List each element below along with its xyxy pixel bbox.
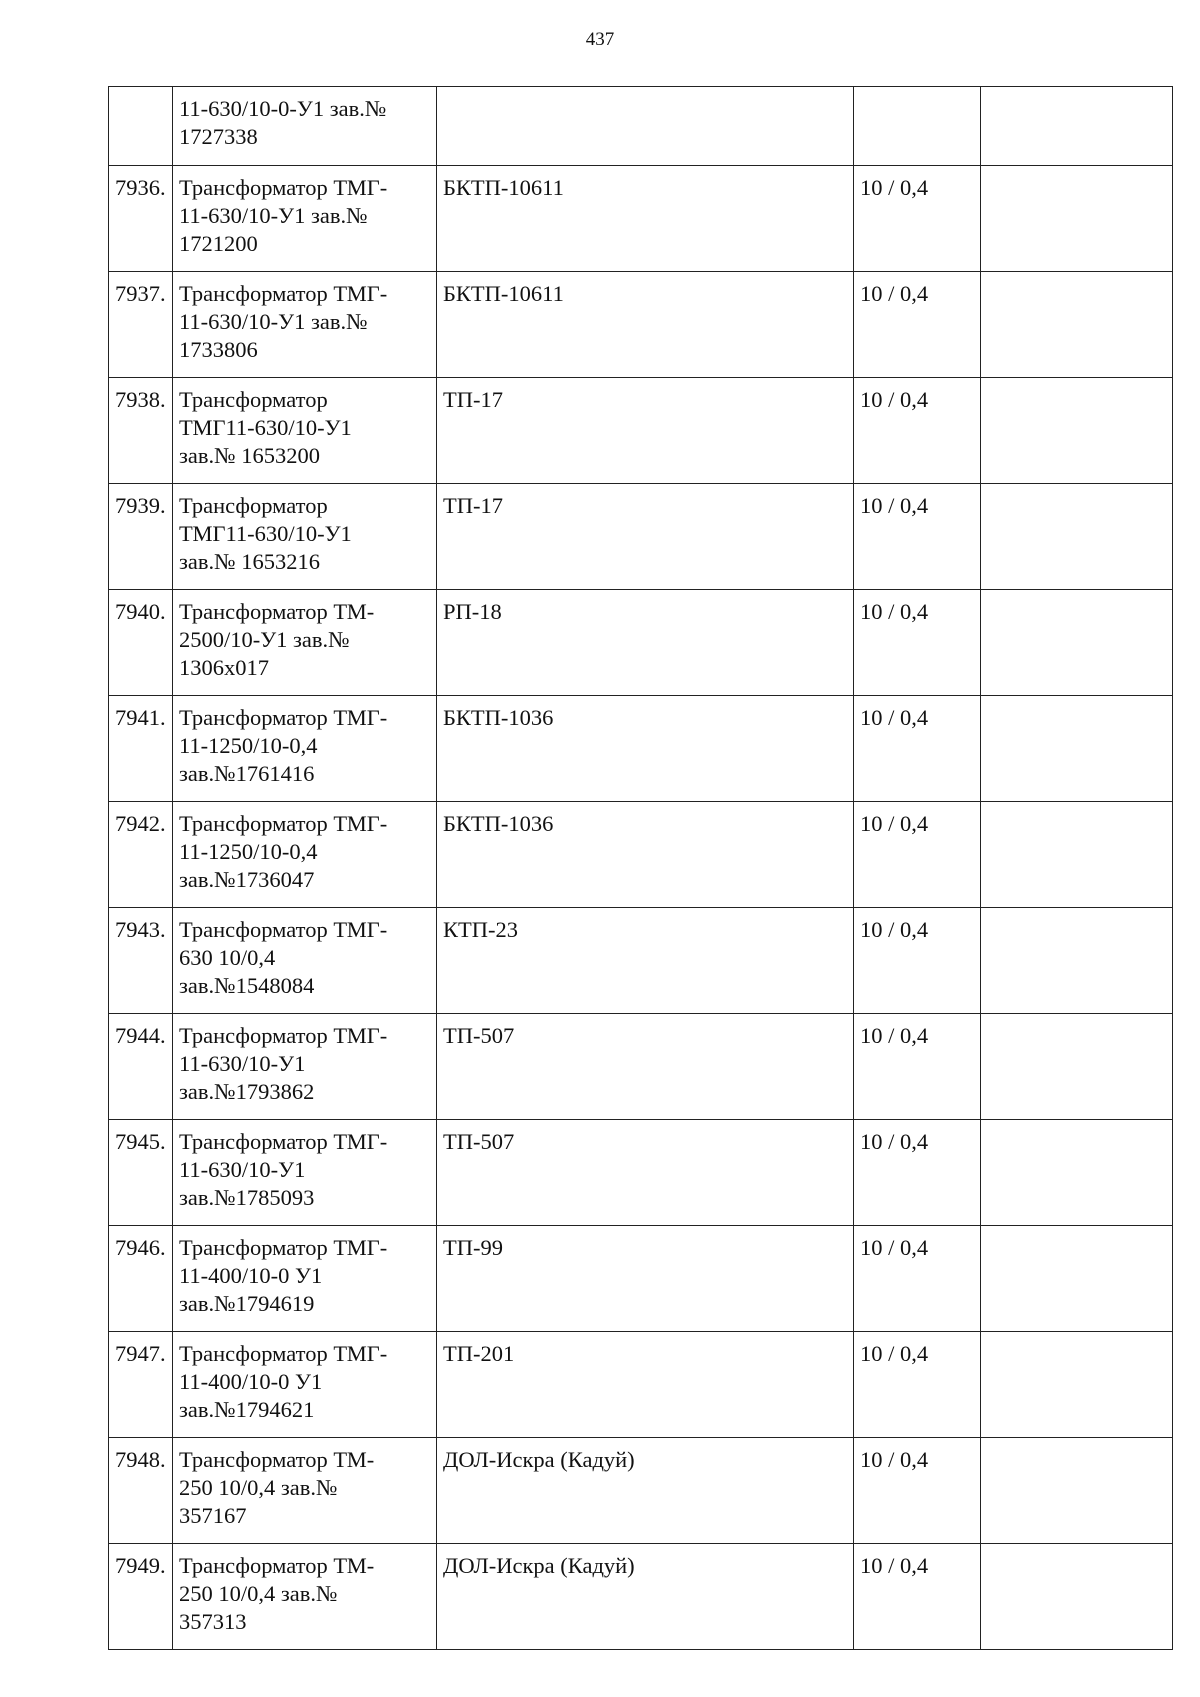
equipment-name-line: Трансформатор ТМГ-	[179, 1341, 388, 1366]
row-number-cell: 7942.	[109, 802, 173, 908]
equipment-name-line: 11-630/10-У1 зав.№	[179, 309, 368, 334]
equipment-name-line: Трансформатор ТМГ-	[179, 917, 388, 942]
row-number-cell: 7944.	[109, 1014, 173, 1120]
table-row	[109, 908, 1173, 1014]
row-number-cell: 7936.	[109, 166, 173, 272]
equipment-name-line: 250 10/0,4 зав.№	[179, 1581, 338, 1606]
table-body	[109, 87, 1173, 1650]
row-number-cell: 7946.	[109, 1226, 173, 1332]
table-row	[109, 378, 1173, 484]
equipment-name-cell	[173, 378, 437, 484]
page-number: 437	[585, 29, 615, 50]
extra-cell	[981, 272, 1173, 378]
location-cell: БКТП-10611	[437, 272, 854, 378]
equipment-name-line: 630 10/0,4	[179, 945, 276, 970]
extra-cell	[981, 484, 1173, 590]
equipment-name-line: Трансформатор	[179, 493, 328, 518]
equipment-name-line: ТМГ11-630/10-У1	[179, 521, 352, 546]
equipment-name-cell	[173, 590, 437, 696]
equipment-name-line: зав.№ 1653200	[179, 443, 320, 468]
extra-cell	[981, 166, 1173, 272]
extra-cell	[981, 1332, 1173, 1438]
voltage-cell: 10 / 0,4	[854, 696, 981, 802]
voltage-cell	[854, 87, 981, 166]
voltage-cell: 10 / 0,4	[854, 802, 981, 908]
extra-cell	[981, 1120, 1173, 1226]
voltage-cell: 10 / 0,4	[854, 378, 981, 484]
equipment-name-line: 11-1250/10-0,4	[179, 733, 318, 758]
equipment-name-line: 11-400/10-0 У1	[179, 1369, 323, 1394]
extra-cell	[981, 1226, 1173, 1332]
row-number-cell: 7940.	[109, 590, 173, 696]
location-cell: БКТП-1036	[437, 696, 854, 802]
table-row	[109, 1332, 1173, 1438]
equipment-name-cell	[173, 696, 437, 802]
equipment-name-line: зав.№ 1653216	[179, 549, 320, 574]
extra-cell	[981, 696, 1173, 802]
equipment-name-line: 11-400/10-0 У1	[179, 1263, 323, 1288]
extra-cell	[981, 1438, 1173, 1544]
voltage-cell: 10 / 0,4	[854, 272, 981, 378]
row-number-cell: 7947.	[109, 1332, 173, 1438]
table-row	[109, 1120, 1173, 1226]
voltage-cell: 10 / 0,4	[854, 1332, 981, 1438]
location-cell: БКТП-10611	[437, 166, 854, 272]
equipment-name-line: зав.№1736047	[179, 867, 315, 892]
equipment-name-line: 11-630/10-У1 зав.№	[179, 203, 368, 228]
voltage-cell: 10 / 0,4	[854, 908, 981, 1014]
equipment-name-line: зав.№1794619	[179, 1291, 315, 1316]
table-row	[109, 696, 1173, 802]
location-cell: ТП-507	[437, 1120, 854, 1226]
equipment-name-line: 1733806	[179, 337, 258, 362]
location-cell: ДОЛ-Искра (Кадуй)	[437, 1544, 854, 1650]
row-number-cell: 7938.	[109, 378, 173, 484]
table-row	[109, 272, 1173, 378]
location-cell: ТП-507	[437, 1014, 854, 1120]
location-cell	[437, 87, 854, 166]
equipment-name-cell	[173, 908, 437, 1014]
table-row	[109, 1438, 1173, 1544]
table-row	[109, 166, 1173, 272]
equipment-name-line: зав.№1548084	[179, 973, 315, 998]
equipment-name-line: Трансформатор ТМГ-	[179, 281, 388, 306]
equipment-name-line: Трансформатор ТМГ-	[179, 1235, 388, 1260]
equipment-name-line: Трансформатор	[179, 387, 328, 412]
equipment-name-line: Трансформатор ТМГ-	[179, 705, 388, 730]
equipment-name-line: Трансформатор ТМ-	[179, 1553, 375, 1578]
equipment-name-line: 11-630/10-У1	[179, 1157, 306, 1182]
table-row	[109, 590, 1173, 696]
row-number-cell: 7937.	[109, 272, 173, 378]
voltage-cell: 10 / 0,4	[854, 484, 981, 590]
equipment-name-line: зав.№1785093	[179, 1185, 315, 1210]
equipment-name-cell	[173, 484, 437, 590]
equipment-name-line: Трансформатор ТМГ-	[179, 811, 388, 836]
row-number-cell: 7948.	[109, 1438, 173, 1544]
table-row	[109, 802, 1173, 908]
row-number-cell: 7945.	[109, 1120, 173, 1226]
voltage-cell: 10 / 0,4	[854, 1226, 981, 1332]
equipment-name-cell	[173, 1014, 437, 1120]
equipment-table	[108, 86, 1173, 1650]
equipment-name-line: Трансформатор ТМ-	[179, 599, 375, 624]
row-number-cell	[109, 87, 173, 166]
table-row	[109, 1014, 1173, 1120]
equipment-name-cell	[173, 87, 437, 166]
equipment-name-line: 357313	[179, 1609, 247, 1634]
row-number-cell: 7949.	[109, 1544, 173, 1650]
table-row	[109, 484, 1173, 590]
equipment-name-line: 250 10/0,4 зав.№	[179, 1475, 338, 1500]
extra-cell	[981, 87, 1173, 166]
equipment-name-cell	[173, 1120, 437, 1226]
extra-cell	[981, 802, 1173, 908]
row-number-cell: 7939.	[109, 484, 173, 590]
extra-cell	[981, 1544, 1173, 1650]
equipment-name-line: зав.№1793862	[179, 1079, 315, 1104]
table-row	[109, 1544, 1173, 1650]
equipment-name-line: 11-630/10-0-У1 зав.№	[179, 96, 387, 121]
equipment-name-cell	[173, 802, 437, 908]
equipment-name-cell	[173, 166, 437, 272]
equipment-name-cell	[173, 1226, 437, 1332]
table-row	[109, 87, 1173, 166]
equipment-name-line: зав.№1761416	[179, 761, 315, 786]
voltage-cell: 10 / 0,4	[854, 1120, 981, 1226]
extra-cell	[981, 378, 1173, 484]
location-cell: ТП-17	[437, 484, 854, 590]
equipment-name-cell	[173, 1332, 437, 1438]
equipment-name-line: Трансформатор ТМГ-	[179, 1023, 388, 1048]
extra-cell	[981, 590, 1173, 696]
row-number-cell: 7941.	[109, 696, 173, 802]
location-cell: ДОЛ-Искра (Кадуй)	[437, 1438, 854, 1544]
row-number-cell: 7943.	[109, 908, 173, 1014]
equipment-name-line: 11-1250/10-0,4	[179, 839, 318, 864]
voltage-cell: 10 / 0,4	[854, 1438, 981, 1544]
equipment-name-line: зав.№1794621	[179, 1397, 315, 1422]
voltage-cell: 10 / 0,4	[854, 1544, 981, 1650]
extra-cell	[981, 908, 1173, 1014]
location-cell: ТП-201	[437, 1332, 854, 1438]
location-cell: РП-18	[437, 590, 854, 696]
equipment-name-line: 11-630/10-У1	[179, 1051, 306, 1076]
equipment-name-cell	[173, 1438, 437, 1544]
equipment-name-line: 2500/10-У1 зав.№	[179, 627, 350, 652]
location-cell: ТП-99	[437, 1226, 854, 1332]
voltage-cell: 10 / 0,4	[854, 590, 981, 696]
location-cell: ТП-17	[437, 378, 854, 484]
equipment-name-line: ТМГ11-630/10-У1	[179, 415, 352, 440]
equipment-name-line: 1721200	[179, 231, 258, 256]
extra-cell	[981, 1014, 1173, 1120]
table-row	[109, 1226, 1173, 1332]
equipment-name-line: Трансформатор ТМГ-	[179, 175, 388, 200]
voltage-cell: 10 / 0,4	[854, 1014, 981, 1120]
equipment-name-line: 357167	[179, 1503, 247, 1528]
equipment-name-line: Трансформатор ТМГ-	[179, 1129, 388, 1154]
equipment-name-line: 1727338	[179, 124, 258, 149]
location-cell: КТП-23	[437, 908, 854, 1014]
equipment-name-cell	[173, 272, 437, 378]
equipment-name-cell	[173, 1544, 437, 1650]
voltage-cell: 10 / 0,4	[854, 166, 981, 272]
equipment-name-line: 1306х017	[179, 655, 269, 680]
equipment-name-line: Трансформатор ТМ-	[179, 1447, 375, 1472]
location-cell: БКТП-1036	[437, 802, 854, 908]
